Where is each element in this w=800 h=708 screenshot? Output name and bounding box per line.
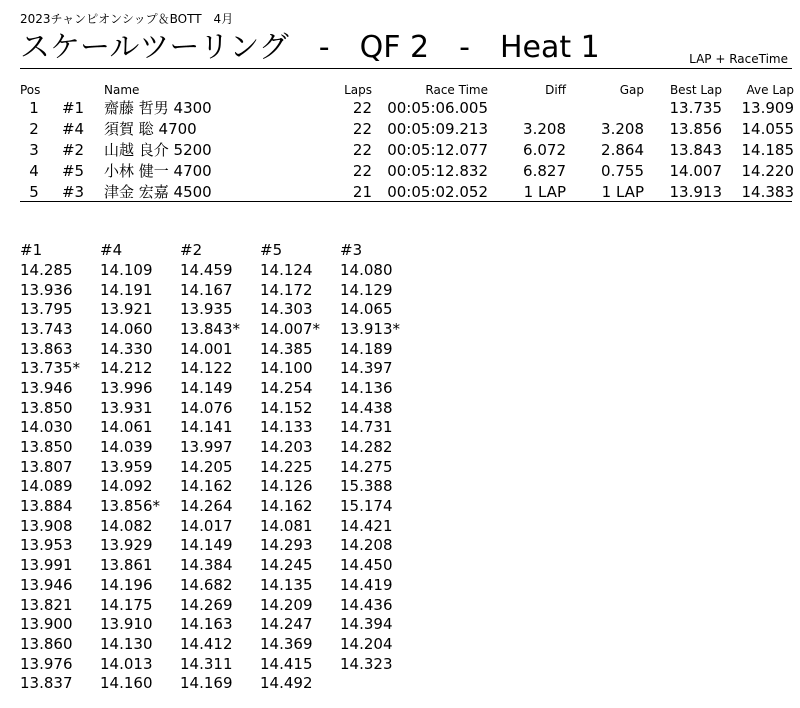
lap-time-cell: 14.330 (100, 339, 153, 358)
lap-time-cell: 14.149 (180, 536, 233, 555)
lap-time-cell: 14.208 (340, 536, 393, 555)
header-best-lap: Best Lap (669, 82, 722, 97)
lap-time-cell: 14.080 (340, 260, 393, 279)
header-ave-lap: Ave Lap (746, 82, 794, 97)
lap-time-cell: 14.163 (180, 615, 233, 634)
race-time-cell: 00:05:06.005 (387, 98, 488, 117)
laps-cell: 22 (352, 119, 372, 138)
lap-time-cell: 13.959 (100, 457, 153, 476)
lap-row (20, 673, 420, 693)
lap-time-cell: 14.369 (260, 634, 313, 653)
lap-row (20, 595, 420, 615)
pos-cell: 5 (29, 182, 39, 201)
gap-cell: 0.755 (601, 161, 644, 180)
lap-row (20, 516, 420, 536)
driver-name-cell: 齋藤 哲男 4300 (104, 99, 212, 117)
lap-time-cell: 14.081 (260, 516, 313, 535)
report-type-label: LAP + RaceTime (689, 52, 788, 66)
lap-row (20, 358, 420, 378)
lap-time-cell: 14.160 (100, 674, 153, 693)
lap-time-cell: 13.795 (20, 300, 73, 319)
lap-time-cell: 14.204 (340, 634, 393, 653)
lap-time-cell: 14.225 (260, 457, 313, 476)
lap-time-cell: 14.282 (340, 438, 393, 457)
driver-name-cell: 山越 良介 5200 (104, 141, 212, 159)
lap-time-cell: 14.017 (180, 516, 233, 535)
header-diff: Diff (545, 82, 566, 97)
lap-time-cell: 14.089 (20, 477, 73, 496)
diff-cell (488, 97, 566, 118)
lap-time-cell: 13.860 (20, 634, 73, 653)
lap-time-cell: 14.100 (260, 359, 313, 378)
diff-cell: 1 LAP (523, 182, 566, 201)
lap-time-cell: 14.189 (340, 339, 393, 358)
lap-time-cell: 14.133 (260, 418, 313, 437)
lap-time-cell: 14.397 (340, 359, 393, 378)
lap-time-cell: 14.303 (260, 300, 313, 319)
lap-time-cell: 14.092 (100, 477, 153, 496)
lap-time-cell: 14.013 (100, 654, 153, 673)
driver-name-cell: 津金 宏嘉 4500 (104, 183, 212, 201)
lap-row (20, 299, 420, 319)
lap-row (20, 575, 420, 595)
lap-time-cell: 14.384 (180, 556, 233, 575)
lap-time-cell: 14.492 (260, 674, 313, 693)
lap-row (20, 339, 420, 359)
lap-column-header: #4 (100, 241, 123, 259)
pos-cell: 2 (29, 119, 39, 138)
lap-time-cell: 14.421 (340, 516, 393, 535)
top-divider (20, 68, 792, 69)
lap-time-cell: 13.921 (100, 300, 153, 319)
lap-times-table (20, 240, 420, 693)
lap-time-cell: 14.436 (340, 595, 393, 614)
diff-cell: 3.208 (523, 119, 566, 138)
lap-time-cell: 13.821 (20, 595, 73, 614)
lap-time-cell: 14.205 (180, 457, 233, 476)
driver-name-cell: 小林 健一 4700 (104, 162, 212, 180)
lap-row (20, 614, 420, 634)
lap-time-cell: 13.936 (20, 280, 73, 299)
lap-time-cell: 14.152 (260, 398, 313, 417)
lap-time-cell: 14.311 (180, 654, 233, 673)
lap-time-cell: 13.976 (20, 654, 73, 673)
lap-time-cell: 14.167 (180, 280, 233, 299)
gap-cell: 2.864 (601, 140, 644, 159)
lap-row (20, 536, 420, 556)
lap-time-cell: 14.169 (180, 674, 233, 693)
lap-time-cell: 13.843* (180, 319, 240, 338)
lap-time-cell: 14.129 (340, 280, 393, 299)
lap-column-header: #5 (260, 241, 283, 259)
lap-time-cell: 14.007* (260, 319, 320, 338)
lap-row (20, 496, 420, 516)
lap-time-cell: 14.275 (340, 457, 393, 476)
lap-time-cell: 15.174 (340, 497, 393, 516)
lap-row (20, 398, 420, 418)
lap-time-cell: 13.861 (100, 556, 153, 575)
lap-time-cell: 14.264 (180, 497, 233, 516)
result-row (20, 118, 794, 139)
lap-time-cell: 14.285 (20, 260, 73, 279)
laps-cell: 22 (352, 161, 372, 180)
race-time-cell: 00:05:09.213 (387, 119, 488, 138)
lap-time-cell: 13.743 (20, 319, 73, 338)
lap-time-cell: 13.863 (20, 339, 73, 358)
lap-time-cell (340, 673, 420, 693)
lap-time-cell: 13.946 (20, 575, 73, 594)
lap-time-cell: 14.162 (260, 497, 313, 516)
gap-cell (566, 97, 644, 118)
ave-lap-cell: 14.185 (741, 140, 794, 159)
lap-time-cell: 15.388 (340, 477, 393, 496)
pos-cell: 1 (29, 98, 39, 117)
lap-time-cell: 14.136 (340, 378, 393, 397)
results-table (20, 82, 794, 202)
page-title: スケールツーリング - QF 2 - Heat 1 (20, 30, 600, 65)
lap-time-cell: 14.135 (260, 575, 313, 594)
gap-cell: 3.208 (601, 119, 644, 138)
lap-times-header-row (20, 240, 420, 260)
pos-cell: 3 (29, 140, 39, 159)
lap-time-cell: 14.060 (100, 319, 153, 338)
lap-time-cell: 14.124 (260, 260, 313, 279)
ave-lap-cell: 14.055 (741, 119, 794, 138)
lap-row (20, 378, 420, 398)
lap-time-cell: 14.323 (340, 654, 393, 673)
bottom-divider (20, 201, 792, 202)
best-lap-cell: 14.007 (669, 161, 722, 180)
lap-time-cell: 13.913* (340, 319, 400, 338)
lap-time-cell: 14.254 (260, 378, 313, 397)
lap-row (20, 280, 420, 300)
laps-cell: 22 (352, 140, 372, 159)
lap-column-header: #2 (180, 241, 203, 259)
lap-time-cell: 14.109 (100, 260, 153, 279)
lap-time-cell: 14.450 (340, 556, 393, 575)
lap-time-cell: 14.030 (20, 418, 73, 437)
lap-time-cell: 14.175 (100, 595, 153, 614)
lap-time-cell: 14.076 (180, 398, 233, 417)
lap-time-cell: 14.126 (260, 477, 313, 496)
lap-time-cell: 14.141 (180, 418, 233, 437)
lap-time-cell: 13.935 (180, 300, 233, 319)
lap-row (20, 477, 420, 497)
result-row (20, 97, 794, 118)
lap-row (20, 260, 420, 280)
car-number-cell: #4 (61, 119, 85, 138)
results-header-row (20, 82, 794, 97)
lap-time-cell: 14.415 (260, 654, 313, 673)
lap-time-cell: 14.203 (260, 438, 313, 457)
gap-cell: 1 LAP (601, 182, 644, 201)
laps-cell: 22 (352, 98, 372, 117)
result-row (20, 160, 794, 181)
lap-time-cell: 13.908 (20, 516, 73, 535)
lap-time-cell: 14.162 (180, 477, 233, 496)
lap-time-cell: 13.997 (180, 438, 233, 457)
lap-time-cell: 13.850 (20, 398, 73, 417)
lap-time-cell: 13.884 (20, 497, 73, 516)
car-number-cell: #2 (61, 140, 85, 159)
car-number-cell: #1 (61, 98, 85, 117)
ave-lap-cell: 14.220 (741, 161, 794, 180)
lap-time-cell: 14.209 (260, 595, 313, 614)
lap-time-cell: 14.394 (340, 615, 393, 634)
lap-time-cell: 13.991 (20, 556, 73, 575)
lap-time-cell: 13.856* (100, 497, 160, 516)
lap-time-cell: 14.130 (100, 634, 153, 653)
lap-time-cell: 14.172 (260, 280, 313, 299)
lap-time-cell: 14.731 (340, 418, 393, 437)
result-row (20, 181, 794, 202)
event-subtitle: 2023チャンピオンシップ＆BOTT 4月 (20, 12, 234, 26)
header-pos: Pos (20, 82, 41, 97)
lap-time-cell: 14.212 (100, 359, 153, 378)
lap-time-cell: 13.900 (20, 615, 73, 634)
lap-time-cell: 13.910 (100, 615, 153, 634)
lap-time-cell: 13.929 (100, 536, 153, 555)
lap-time-cell: 13.850 (20, 438, 73, 457)
lap-time-cell: 14.459 (180, 260, 233, 279)
header-name: Name (104, 82, 140, 97)
lap-row (20, 634, 420, 654)
lap-time-cell: 14.419 (340, 575, 393, 594)
lap-time-cell: 14.269 (180, 595, 233, 614)
driver-name-cell: 須賀 聡 4700 (104, 120, 197, 138)
lap-time-cell: 13.837 (20, 674, 73, 693)
ave-lap-cell: 13.909 (741, 98, 794, 117)
car-number-cell: #5 (61, 161, 85, 180)
lap-time-cell: 13.996 (100, 378, 153, 397)
best-lap-cell: 13.843 (669, 140, 722, 159)
lap-row (20, 555, 420, 575)
lap-time-cell: 14.385 (260, 339, 313, 358)
best-lap-cell: 13.735 (669, 98, 722, 117)
lap-time-cell: 14.412 (180, 634, 233, 653)
lap-time-cell: 14.245 (260, 556, 313, 575)
lap-row (20, 418, 420, 438)
header-laps: Laps (344, 82, 372, 97)
lap-time-cell: 13.946 (20, 378, 73, 397)
header-gap: Gap (619, 82, 644, 97)
lap-time-cell: 14.149 (180, 378, 233, 397)
lap-time-cell: 14.061 (100, 418, 153, 437)
lap-column-header: #1 (20, 241, 43, 259)
lap-time-cell: 14.039 (100, 438, 153, 457)
best-lap-cell: 13.913 (669, 182, 722, 201)
laps-cell: 21 (352, 182, 372, 201)
lap-time-cell: 14.247 (260, 615, 313, 634)
lap-time-cell: 13.807 (20, 457, 73, 476)
lap-time-cell: 14.122 (180, 359, 233, 378)
best-lap-cell: 13.856 (669, 119, 722, 138)
lap-time-cell: 13.953 (20, 536, 73, 555)
lap-row (20, 654, 420, 674)
lap-row (20, 437, 420, 457)
lap-row (20, 319, 420, 339)
diff-cell: 6.827 (523, 161, 566, 180)
lap-time-cell: 14.191 (100, 280, 153, 299)
lap-time-cell: 14.293 (260, 536, 313, 555)
lap-time-cell: 14.001 (180, 339, 233, 358)
lap-time-cell: 14.438 (340, 398, 393, 417)
result-row (20, 139, 794, 160)
lap-time-cell: 13.931 (100, 398, 153, 417)
ave-lap-cell: 14.383 (741, 182, 794, 201)
lap-time-cell: 13.735* (20, 359, 80, 378)
header-car-number (48, 82, 98, 97)
lap-column-header: #3 (340, 241, 363, 259)
header-race-time: Race Time (425, 82, 488, 97)
diff-cell: 6.072 (523, 140, 566, 159)
lap-time-cell: 14.082 (100, 516, 153, 535)
lap-time-cell: 14.682 (180, 575, 233, 594)
pos-cell: 4 (29, 161, 39, 180)
race-time-cell: 00:05:12.832 (387, 161, 488, 180)
car-number-cell: #3 (61, 182, 85, 201)
race-time-cell: 00:05:12.077 (387, 140, 488, 159)
lap-row (20, 457, 420, 477)
lap-time-cell: 14.065 (340, 300, 393, 319)
lap-time-cell: 14.196 (100, 575, 153, 594)
race-time-cell: 00:05:02.052 (387, 182, 488, 201)
